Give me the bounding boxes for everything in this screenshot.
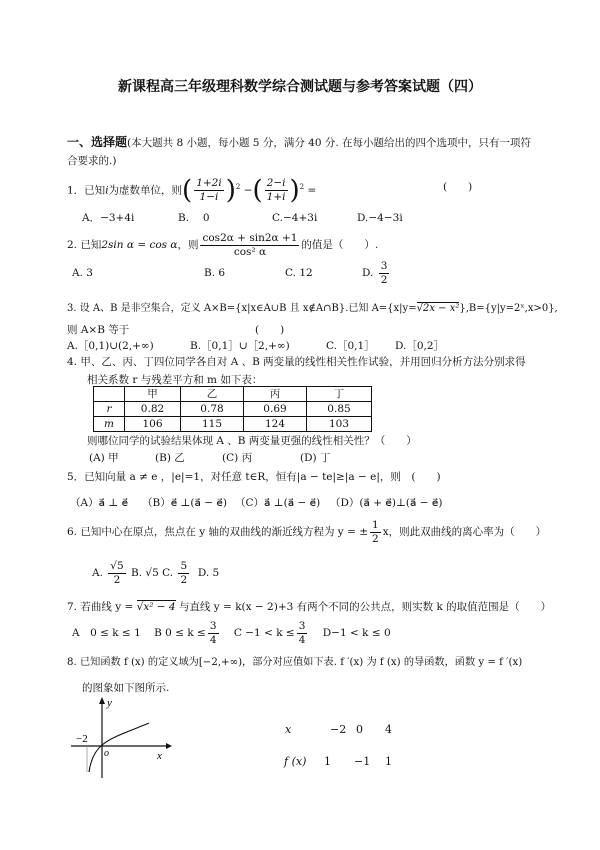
section-header [67,135,531,150]
q6-option-c: C. $\frac{5}{2}$ [162,559,188,586]
q1-fraction-2: $\frac{2-i}{1+i}$ [266,177,286,203]
question-1: 1．已知i为虚数单位，则( $\frac{1+2i}{1-i}$ )$^2$ −( $\frac{2-i}{1+i}$ )$^2$ = [67,175,317,206]
q3-option-c: C.［0,1］ [326,340,375,352]
q4-option-c: (C) 丙 [222,452,253,464]
q2-option-c: C. 12 [285,267,313,279]
q1-option-b: B. 0 [178,212,210,224]
x-value: −2 [330,723,347,736]
page-title: 新课程高三年级理科数学综合测试题与参考答案试题（四） [118,79,482,95]
q5-option-a: （A）a⃗ ⊥ e⃗ [70,497,129,509]
x-label: x [285,723,292,736]
q5-option-b: （B）e⃗ ⊥(a⃗ − e⃗) [142,497,227,509]
question-4: 4. 甲、乙、丙、丁四位同学各自对 A 、B 两变量的线性相关性作试验，并用回归分析方法分别求得 [67,356,526,368]
q7-option-a: A 0 ≤ k ≤ 1 [72,627,141,639]
q4-line2: 相关系数 r 与残差平方和 m 如下表： [87,374,263,386]
q1-option-d: D.−4−3i [357,212,403,224]
q4-option-d: (D) 丁 [300,452,331,464]
f-value: 1 [385,755,392,768]
question-8: 8. 已知函数 f (x) 的定义域为[−2,+∞)，部分对应值如下表. f ′(x) 为 f (x) 的导函数，函数 y = f ′(x) [67,657,523,668]
x-axis-label: x [157,750,162,762]
q5-option-d: （D）(a⃗ + e⃗)⊥(a⃗ − e⃗) [330,497,443,509]
q1-option-c: C.−4+3i [272,212,318,224]
q2-fraction: $\frac{\cos 2\alpha + \sin 2\alpha +1}{\text{cos² α}}$ [202,231,298,258]
q1-answer-blank: ( ) [443,181,473,193]
q6-option-d: D. 5 [197,567,220,579]
q2-option-d: D. $\frac{3}{2}$ [362,259,388,286]
tick-label: −2 [76,733,88,745]
table-row: r 0.82 0.78 0.69 0.85 [94,402,372,417]
q7-option-c: C −1 < k ≤ $\frac{3}{4}$ [233,619,306,646]
q1-var: i [105,184,109,197]
question-3: 3. 设 A、B 是非空集合，定义 A×B={x|x∈A∪B 且 x∉A∩B}.已知 A={x|y=√2x − x²},B={y|y=2ˣ,x>0}, [67,303,558,314]
q5-option-c: （C）a⃗ ⊥(a⃗ − e⃗) [235,497,321,509]
q3-option-d: D.［0,2］ [395,340,445,352]
q3-answer-blank: ( ) [255,324,285,336]
q2-option-b: B. 6 [204,267,226,279]
section-note-cont: 合要求的.) [67,155,117,167]
q1-option-a: A．−3+4i [82,212,135,224]
q7-option-d: D−1 < k ≤ 0 [322,627,391,639]
y-axis-label: y [107,697,112,709]
x-value: 0 [356,723,363,736]
q7-option-b: B 0 ≤ k ≤ $\frac{3}{4}$ [154,619,217,646]
question-2: 2. 已知2sin α = cos α，则 $\frac{\cos 2\alpha + \sin 2\alpha +1}{\text{cos² α}}$ 的值是（ ）. [67,231,379,258]
section-heading: 一、选择题 [67,135,128,149]
question-7: 7. 若曲线 y = √x² − 4 与直线 y = k(x − 2)+3 有两个不同的公共点，则实数 k 的取值范围是（ ） [67,601,552,613]
q6-option-b: B. √5 [130,567,159,579]
q2-option-a: A. 3 [72,267,93,279]
q3-option-b: B.［0,1］∪［2,+∞) [190,340,290,352]
q1-prefix: 1．已知 [67,184,106,197]
f-label: f (x) [284,755,307,768]
x-axis-arrow-icon [166,743,172,749]
origin-label: o [104,748,109,759]
f-value: 1 [324,755,331,768]
q7-options [72,618,391,648]
derivative-graph [68,696,178,786]
q6-option-a: A. $\frac{√5}{2}$ [92,559,124,586]
question-6: 6. 已知中心在原点，焦点在 y 轴的双曲线的渐近线方程为 y = ± $\frac{1}{2}$ x，则此双曲线的离心率为（ ） [67,518,547,545]
q4-option-a: (A) 甲 [89,452,119,464]
q4-table [93,386,372,432]
table-header-row: 甲 乙 丙 丁 [94,387,372,402]
x-value: 4 [385,723,392,736]
question-5: 5．已知向量 a ≠ e ，|e|=1，对任意 t∈R，恒有|a − te|≥|a − e|，则 ( ) [67,471,441,483]
q1-fraction-1: $\frac{1+2i}{1-i}$ [196,177,222,203]
derivative-curve [89,723,149,772]
f-value: −1 [354,755,371,768]
section-note: (本大题共 8 小题，每小题 5 分，满分 40 分. 在每小题给出的四个选项中，只有一项符 [127,137,532,149]
q4-option-b: (B) 乙 [155,452,185,464]
q1-mid: 为虚数单位，则 [108,184,183,197]
y-axis-arrow-icon [99,697,105,704]
q8-line2: 的图象如下图所示. [82,682,170,694]
table-row: m 106 115 124 103 [94,417,372,432]
q4-question: 则哪位同学的试验结果体现 A 、B 两变量更强的线性相关性？（ ） [87,435,417,447]
q3-line2: 则 A×B 等于 [67,324,130,336]
q6-options [92,558,219,588]
q3-option-a: A.［0,1)∪(2,+∞) [67,340,154,352]
